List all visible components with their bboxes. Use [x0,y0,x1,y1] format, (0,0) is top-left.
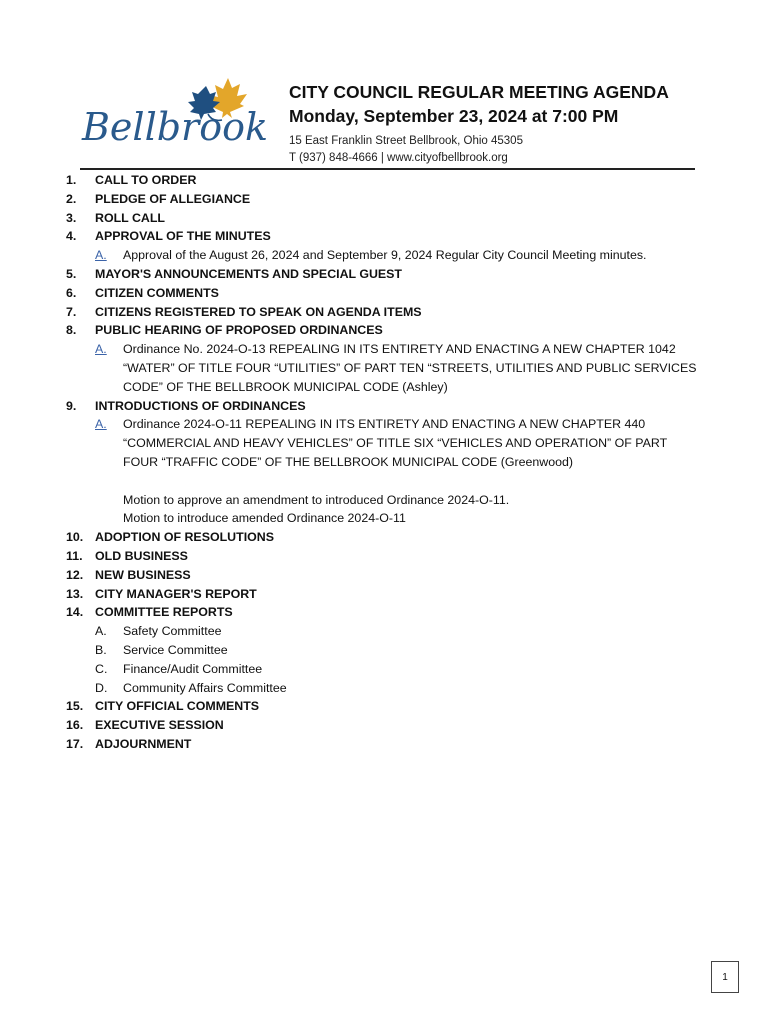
page-number: 1 [711,961,739,993]
agenda-item-number: 3. [66,210,77,225]
agenda-item [66,566,706,585]
city-logo [80,74,276,150]
header [289,80,699,167]
agenda-item-number: 5. [66,266,77,281]
agenda-subitem-text: Safety Committee [123,624,222,639]
agenda-subitem-letter: D. [95,680,108,695]
meeting-date: Monday, September 23, 2024 at 7:00 PM [289,106,619,126]
agenda-item-number: 15. [66,699,84,714]
agenda-subitem-letter: C. [95,661,108,676]
agenda-item-label: CITY OFFICIAL COMMENTS [95,699,260,714]
agenda-item-label: PUBLIC HEARING OF PROPOSED ORDINANCES [95,323,383,338]
agenda-item-number: 4. [66,229,77,244]
agenda-item-label: ROLL CALL [95,210,165,225]
address: 15 East Franklin Street Bellbrook, Ohio 45305 [289,135,523,147]
agenda-item [66,303,706,322]
agenda-item-number: 8. [66,323,77,338]
agenda-item-label: ADJOURNMENT [95,736,192,751]
agenda-item [66,585,706,604]
motion-text: Motion to approve an amendment to introduced Ordinance 2024-O-11. [123,492,510,507]
agenda-item [66,716,706,735]
agenda-item [66,321,706,340]
agenda-item [66,190,706,209]
agenda-item-label: ADOPTION OF RESOLUTIONS [95,530,274,545]
agenda-item [66,397,706,416]
header-divider [80,168,695,170]
agenda-item [66,284,706,303]
agenda-subitem-text: Finance/Audit Committee [123,661,263,676]
agenda-item [66,697,706,716]
agenda-item-number: 16. [66,718,84,733]
agenda-item-label: APPROVAL OF THE MINUTES [95,229,271,244]
agenda-subitem-text: Ordinance No. 2024-O-13 REPEALING IN ITS ENTIRETY AND ENACTING A NEW CHAPTER 1042 “WATER” OF TITLE FOUR “UTILITIES” OF PART TEN “STREETS, UTILITIES AND PUBLIC SERVICES CODE” OF THE BELLBROOK MUNICIPAL CODE (Ashley) [123,342,697,394]
agenda-subitem [66,415,706,471]
agenda-item-number: 9. [66,398,77,413]
agenda-item [66,528,706,547]
agenda-subitem [66,246,706,265]
svg-text:Bellbrook: Bellbrook [82,105,268,149]
maple-leaf-logo-icon [80,74,276,150]
agenda-subitem-letter: B. [95,642,107,657]
motion-text: Motion to introduce amended Ordinance 2024-O-11 [123,511,406,526]
agenda-item-label: PLEDGE OF ALLEGIANCE [95,191,251,206]
agenda-item-number: 11. [66,548,83,563]
agenda-item-number: 12. [66,567,84,582]
agenda-item-number: 17. [66,736,84,751]
agenda-item [66,171,706,190]
agenda-subitem-text: Ordinance 2024-O-11 REPEALING IN ITS ENTIRETY AND ENACTING A NEW CHAPTER 440 “COMMERCIAL AND HEAVY VEHICLES” OF TITLE SIX “VEHICLES AND OPERATION” OF PART FOUR “TRAFFIC CODE” OF THE BELLBROOK MUNICIPAL CODE (Greenwood) [123,417,667,469]
agenda-subitem [66,679,706,698]
agenda-item-label: CALL TO ORDER [95,173,197,187]
agenda-subitem [66,660,706,679]
agenda-item-label: COMMITTEE REPORTS [95,605,233,620]
agenda-item-number: 7. [66,304,77,319]
agenda-subitem [66,340,706,396]
agenda-subitem-text: Community Affairs Committee [123,680,287,695]
agenda-list [66,171,706,754]
agenda-subitem [66,641,706,660]
agenda-item-label: OLD BUSINESS [95,548,188,563]
agenda-subitem-link[interactable]: A. [95,248,107,263]
agenda-item-label: CITIZEN COMMENTS [95,285,219,300]
agenda-item-number: 10. [66,530,84,545]
agenda-item-label: MAYOR'S ANNOUNCEMENTS AND SPECIAL GUEST [95,266,403,281]
agenda-subitem-link[interactable]: A. [95,417,107,432]
agenda-item [66,603,706,622]
agenda-subitem-letter: A. [95,624,107,639]
agenda-item-number: 13. [66,586,84,601]
agenda-item [66,547,706,566]
agenda-subitem-link[interactable]: A. [95,342,107,357]
agenda-item [66,227,706,246]
agenda-item-label: EXECUTIVE SESSION [95,718,224,733]
page-title: CITY COUNCIL REGULAR MEETING AGENDA [289,82,669,102]
agenda-item [66,209,706,228]
agenda-item-number: 2. [66,191,77,206]
agenda-item [66,735,706,754]
agenda-subitem-text: Approval of the August 26, 2024 and September 9, 2024 Regular City Council Meeting minutes. [123,248,647,263]
agenda-subitem-text: Service Committee [123,642,228,657]
contact-line: T (937) 848-4666 | www.cityofbellbrook.org [289,152,508,164]
agenda-item-number: 1. [66,173,77,187]
agenda-item-number: 14. [66,605,84,620]
agenda-item [66,265,706,284]
agenda-item-label: CITIZENS REGISTERED TO SPEAK ON AGENDA ITEMS [95,304,422,319]
agenda-item-label: INTRODUCTIONS OF ORDINANCES [95,398,306,413]
agenda-item-number: 6. [66,285,77,300]
agenda-item-label: CITY MANAGER'S REPORT [95,586,257,601]
agenda-subitem [66,622,706,641]
agenda-item-label: NEW BUSINESS [95,567,191,582]
